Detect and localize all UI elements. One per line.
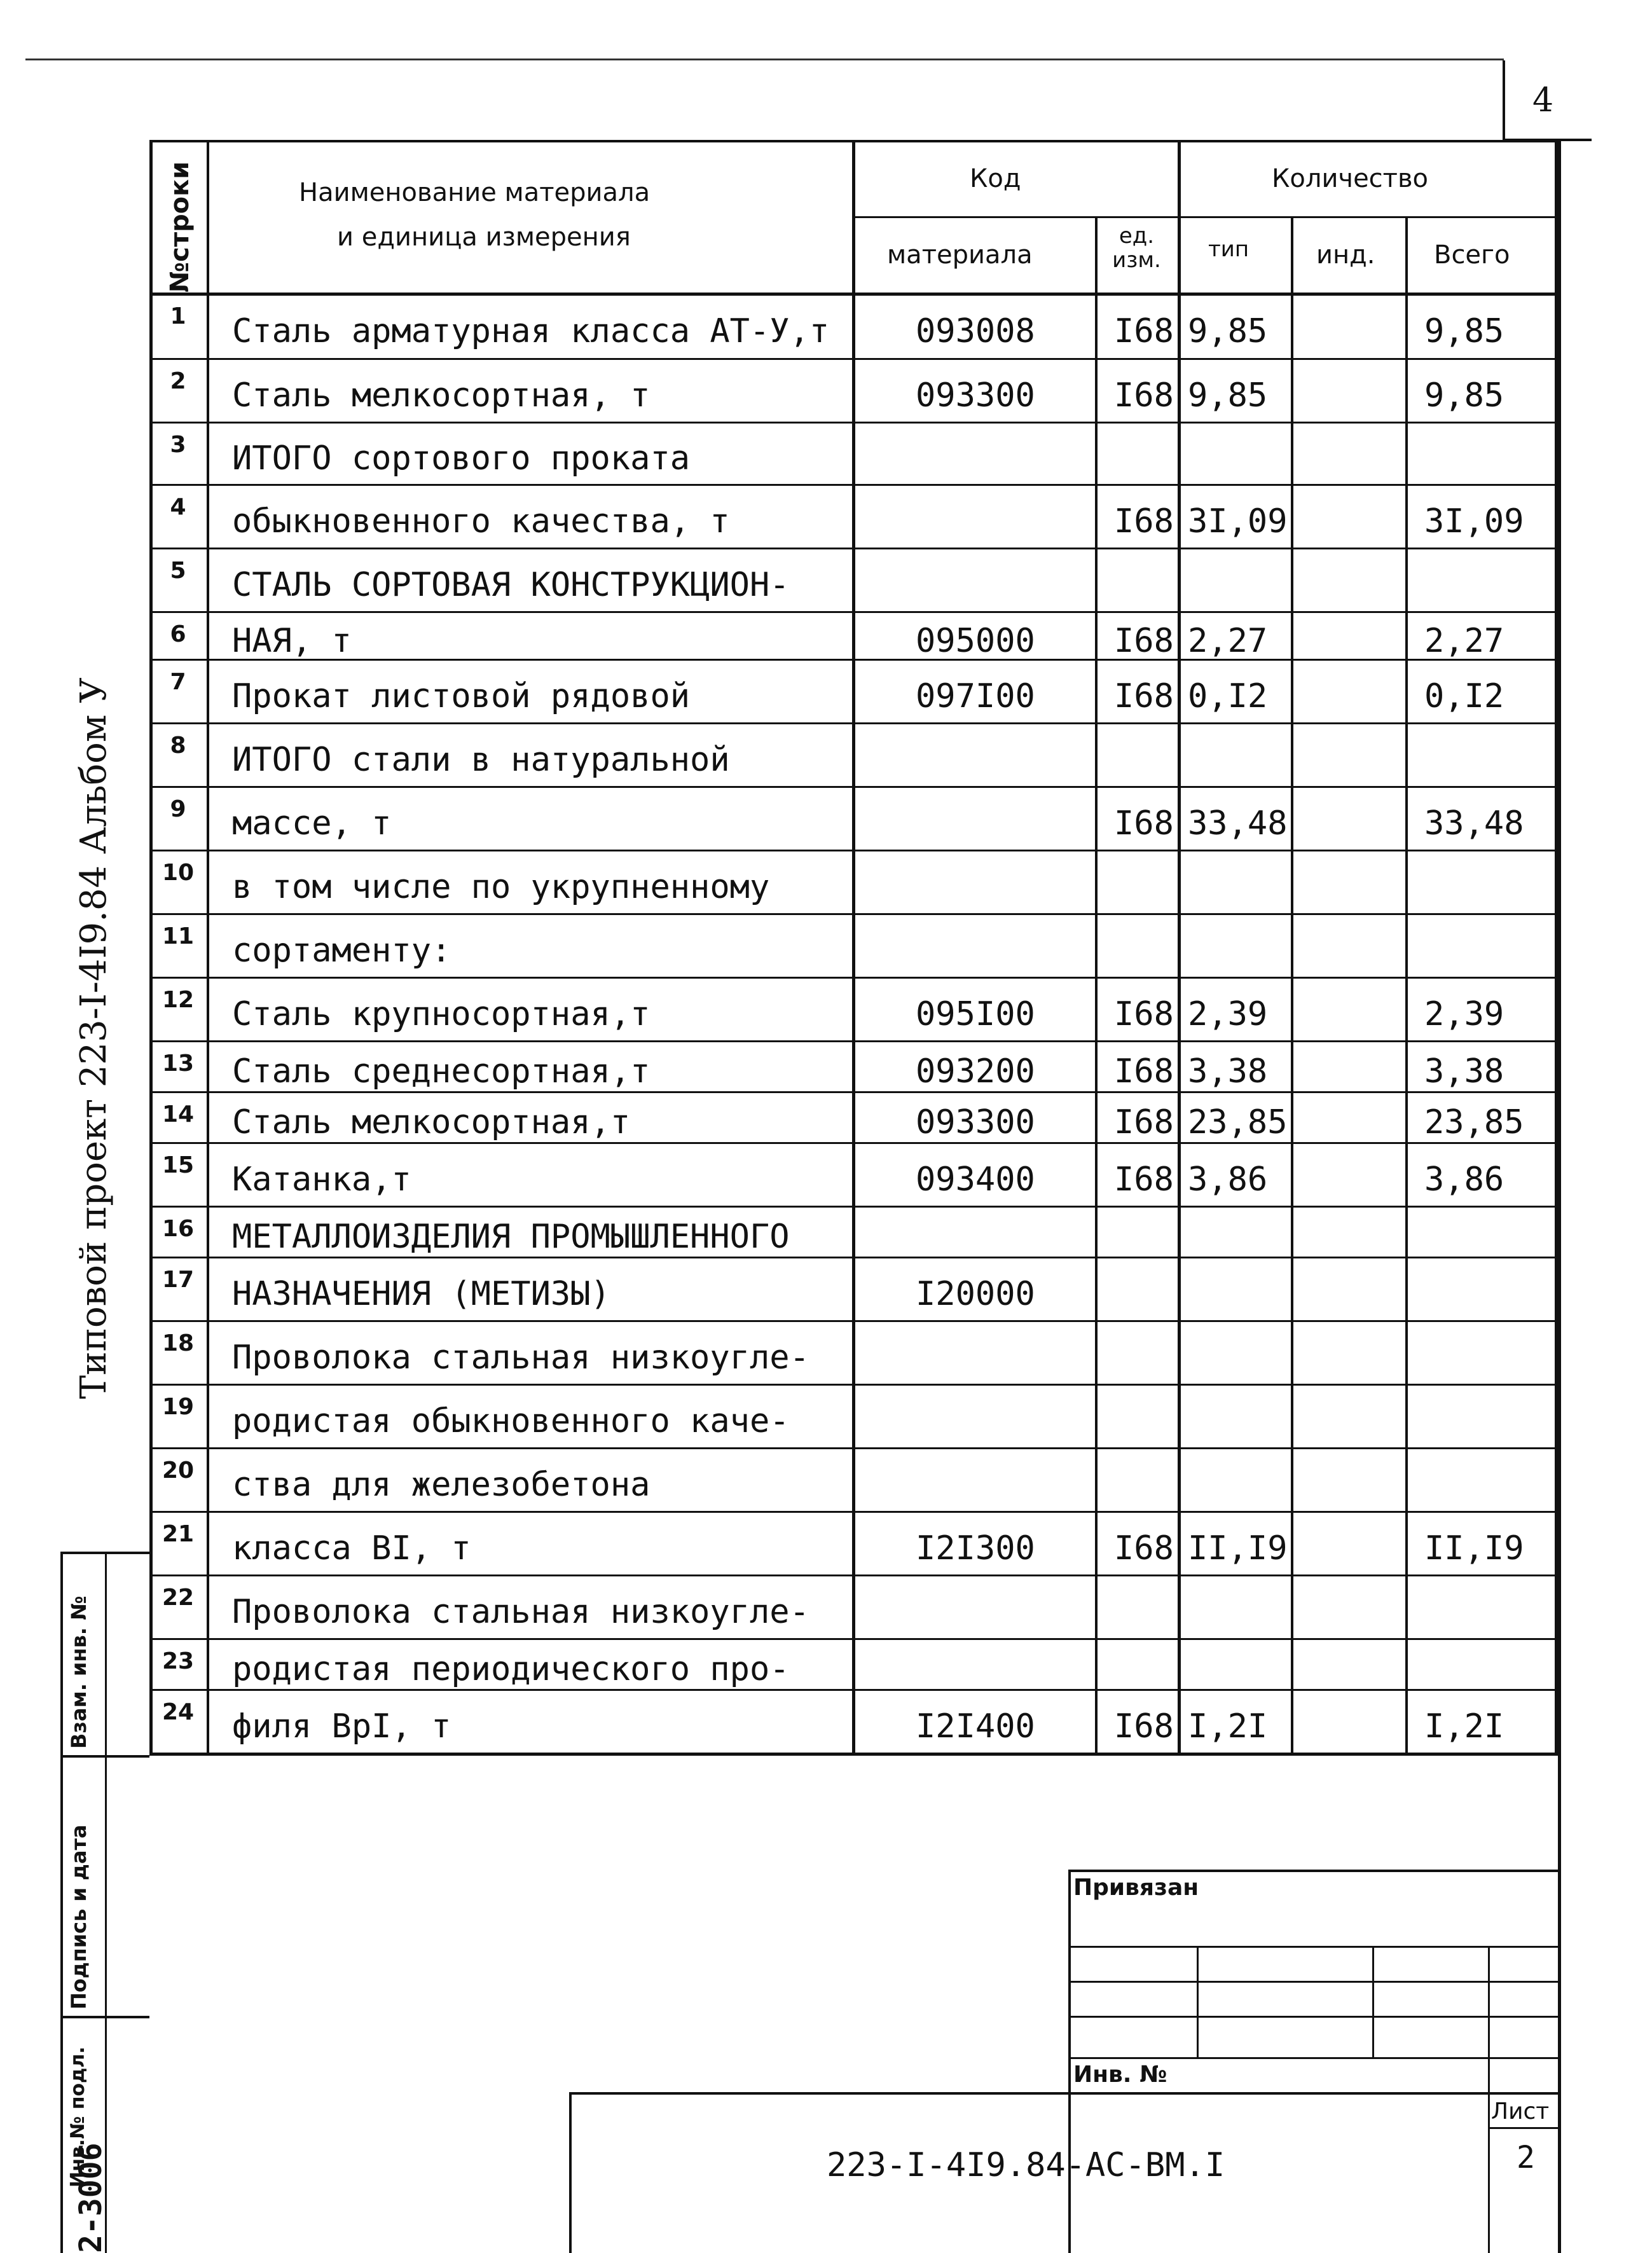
cell-unit: I68 <box>1114 621 1174 660</box>
cell-unit: I68 <box>1114 804 1174 843</box>
cell-code: 093200 <box>916 1052 1035 1091</box>
cell-unit: I68 <box>1114 1707 1174 1746</box>
cell-name: Сталь мелкосортная, т <box>232 376 650 415</box>
cell-code: I2I300 <box>916 1529 1035 1567</box>
cell-name: обыкновенного качества, т <box>232 502 730 541</box>
row-number: 1 <box>170 303 186 329</box>
row-divider <box>149 913 1558 915</box>
cell-unit: I68 <box>1114 1052 1174 1091</box>
cell-total: 33,48 <box>1424 804 1524 843</box>
cell-code: I2I400 <box>916 1707 1035 1746</box>
row-number: 17 <box>162 1267 195 1293</box>
inv-no-label: Инв. № <box>1073 2062 1167 2088</box>
document-code: 223-I-4I9.84-АС-ВМ.I <box>827 2146 1225 2184</box>
cell-total: 0,I2 <box>1424 677 1504 715</box>
row-number: 15 <box>162 1152 195 1178</box>
header-qty-group: Количество <box>1272 164 1429 193</box>
row-divider <box>149 1091 1558 1093</box>
cell-code: 095I00 <box>916 995 1035 1033</box>
row-divider <box>149 611 1558 613</box>
row-divider <box>149 1040 1558 1042</box>
header-unit-code: ед. изм. <box>1112 223 1161 273</box>
row-number: 20 <box>162 1457 195 1484</box>
row-divider <box>149 1320 1558 1322</box>
cell-typ: 3,86 <box>1188 1161 1268 1199</box>
row-divider <box>149 786 1558 788</box>
row-divider <box>149 1447 1558 1449</box>
cell-name: в том числе по укрупненному <box>232 868 770 906</box>
cell-total: 3,38 <box>1424 1052 1504 1091</box>
cell-typ: 9,85 <box>1188 312 1268 350</box>
cell-name: Проволока стальная низкоугле- <box>232 1339 809 1377</box>
row-number: 14 <box>162 1101 195 1127</box>
cell-name: Сталь мелкосортная,т <box>232 1103 631 1141</box>
cell-name: класса BI, т <box>232 1529 471 1567</box>
row-number: 18 <box>162 1330 195 1356</box>
row-number: 6 <box>170 621 186 647</box>
sheet-label: Лист <box>1491 2098 1550 2125</box>
cell-code: 093300 <box>916 1103 1035 1141</box>
cell-typ: 33,48 <box>1188 804 1288 843</box>
row-divider <box>149 484 1558 486</box>
cell-name: Сталь крупносортная,т <box>232 995 650 1033</box>
cell-typ: I,2I <box>1188 1707 1268 1746</box>
cell-name: ИТОГО стали в натуральной <box>232 741 730 779</box>
row-divider <box>149 722 1558 724</box>
stamp-podpis: Подпись и дата <box>67 1824 91 2009</box>
row-divider <box>149 1511 1558 1513</box>
header-code-group: Код <box>970 164 1021 193</box>
cell-typ: II,I9 <box>1188 1529 1288 1567</box>
cell-total: 23,85 <box>1424 1103 1524 1141</box>
cell-typ: 3I,09 <box>1188 502 1288 541</box>
cell-unit: I68 <box>1114 677 1174 715</box>
row-number: 19 <box>162 1394 195 1420</box>
cell-unit: I68 <box>1114 995 1174 1033</box>
row-divider <box>149 850 1558 851</box>
cell-name: СТАЛЬ СОРТОВАЯ КОНСТРУКЦИОН- <box>232 566 790 604</box>
privyazan-label: Привязан <box>1073 1875 1199 1901</box>
cell-code: I20000 <box>916 1275 1035 1313</box>
header-row-number: №строки <box>165 161 195 293</box>
cell-total: II,I9 <box>1424 1529 1524 1567</box>
stamp-inv-value: 2-3006 <box>73 2142 109 2253</box>
header-qty-type: тип <box>1208 237 1249 262</box>
cell-name: МЕТАЛЛОИЗДЕЛИЯ ПРОМЫШЛЕННОГО <box>232 1218 790 1256</box>
cell-typ: 23,85 <box>1188 1103 1288 1141</box>
row-number: 5 <box>170 558 186 584</box>
cell-total: 9,85 <box>1424 312 1504 350</box>
cell-code: 093008 <box>916 312 1035 350</box>
cell-unit: I68 <box>1114 312 1174 350</box>
cell-unit: I68 <box>1114 502 1174 541</box>
cell-total: 3I,09 <box>1424 502 1524 541</box>
cell-code: 093400 <box>916 1161 1035 1199</box>
cell-code: 093300 <box>916 376 1035 415</box>
header-qty-ind: инд. <box>1316 240 1375 270</box>
stamp-inv-podl: Инв.№ подл. <box>67 2046 89 2188</box>
cell-total: 9,85 <box>1424 376 1504 415</box>
cell-unit: I68 <box>1114 1161 1174 1199</box>
cell-code: 095000 <box>916 621 1035 660</box>
cell-name: сортаменту: <box>232 932 451 970</box>
header-qty-total: Всего <box>1434 240 1510 270</box>
cell-typ: 0,I2 <box>1188 677 1268 715</box>
cell-typ: 3,38 <box>1188 1052 1268 1091</box>
row-number: 7 <box>170 669 186 695</box>
cell-name: ства для железобетона <box>232 1466 650 1504</box>
header-material-code: материала <box>887 240 1033 270</box>
side-project-text: Типовой проект 223-I-4I9.84 Альбом У <box>73 677 114 1399</box>
row-divider <box>149 1689 1558 1691</box>
cell-name: НАЗНАЧЕНИЯ (МЕТИЗЫ) <box>232 1275 610 1313</box>
row-number: 4 <box>170 494 186 520</box>
cell-total: 2,39 <box>1424 995 1504 1033</box>
cell-typ: 9,85 <box>1188 376 1268 415</box>
row-number: 21 <box>162 1521 195 1547</box>
row-divider <box>149 548 1558 549</box>
row-divider <box>149 358 1558 360</box>
cell-name: родистая периодического про- <box>232 1650 790 1688</box>
cell-typ: 2,27 <box>1188 621 1268 660</box>
cell-name: массе, т <box>232 804 392 843</box>
row-divider <box>149 977 1558 979</box>
row-number: 16 <box>162 1216 195 1242</box>
row-number: 3 <box>170 432 186 458</box>
cell-name: Сталь арматурная класса АТ-У,т <box>232 312 830 350</box>
cell-name: Катанка,т <box>232 1161 411 1199</box>
row-divider <box>149 1257 1558 1258</box>
cell-unit: I68 <box>1114 1529 1174 1567</box>
row-number: 8 <box>170 733 186 759</box>
row-divider <box>149 1206 1558 1208</box>
row-divider <box>149 1142 1558 1144</box>
cell-name: ИТОГО сортового проката <box>232 439 691 478</box>
row-divider <box>149 1638 1558 1640</box>
cell-name: Прокат листовой рядовой <box>232 677 691 715</box>
row-divider <box>149 1753 1558 1754</box>
cell-code: 097I00 <box>916 677 1035 715</box>
row-number: 23 <box>162 1648 195 1674</box>
cell-total: 3,86 <box>1424 1161 1504 1199</box>
row-number: 10 <box>162 860 195 886</box>
cell-total: I,2I <box>1424 1707 1504 1746</box>
cell-total: 2,27 <box>1424 621 1504 660</box>
cell-typ: 2,39 <box>1188 995 1268 1033</box>
cell-name: филя BpI, т <box>232 1707 451 1746</box>
cell-name: Проволока стальная низкоугле- <box>232 1593 809 1631</box>
header-name-line2: и единица измерения <box>337 223 631 252</box>
row-divider <box>149 1384 1558 1386</box>
stamp-vzam: Взам. инв. № <box>67 1595 91 1749</box>
row-number: 12 <box>162 987 195 1013</box>
row-number: 24 <box>162 1699 195 1725</box>
sheet-number: 2 <box>1517 2140 1535 2175</box>
cell-name: родистая обыкновенного каче- <box>232 1402 790 1440</box>
row-number: 11 <box>162 923 195 949</box>
row-number: 22 <box>162 1585 195 1611</box>
row-divider <box>149 659 1558 661</box>
cell-name: Сталь среднесортная,т <box>232 1052 650 1091</box>
row-number: 9 <box>170 796 186 822</box>
page-number: 4 <box>1532 81 1554 120</box>
row-number: 13 <box>162 1051 195 1077</box>
row-divider <box>149 422 1558 424</box>
row-number: 2 <box>170 368 186 394</box>
cell-unit: I68 <box>1114 376 1174 415</box>
cell-name: НАЯ, т <box>232 621 352 660</box>
cell-unit: I68 <box>1114 1103 1174 1141</box>
row-divider <box>149 1574 1558 1576</box>
header-name-line1: Наименование материала <box>299 178 650 207</box>
